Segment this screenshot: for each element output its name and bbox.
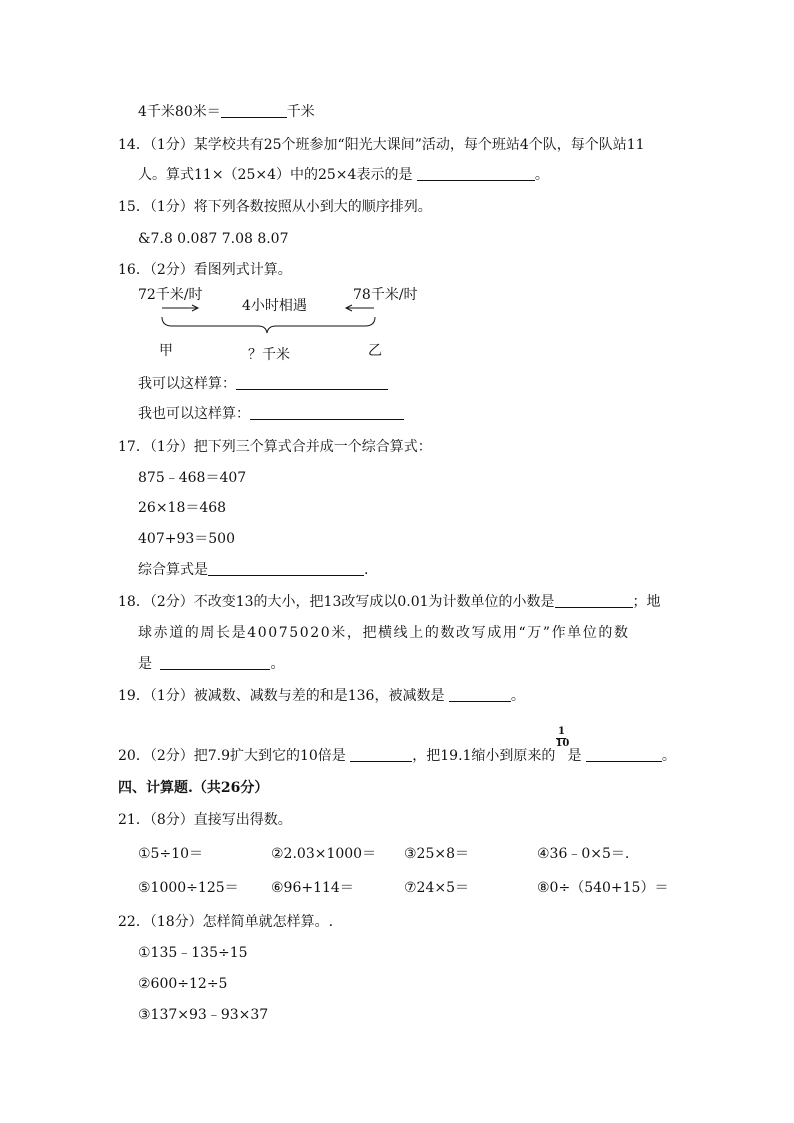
q17-answer <box>138 561 368 579</box>
answer-blank[interactable] <box>221 103 287 118</box>
q20-part3: 是 <box>567 748 582 764</box>
q18-line2: 球赤道的周长是40075020米，把横线上的数改写成用“万”作单位的数 <box>138 625 630 641</box>
q21-item: ①5÷10＝ <box>138 846 204 862</box>
q18-line1-end: ；地 <box>632 594 661 610</box>
q14-end: 。 <box>534 167 549 183</box>
q19 <box>118 687 525 705</box>
left-speed-label: 72千米/时 <box>138 287 203 303</box>
answer-blank[interactable] <box>350 747 412 762</box>
answer-blank[interactable] <box>160 655 270 670</box>
q21-item: ②2.03×1000＝ <box>271 846 377 862</box>
q13-left: 4千米80米＝ <box>138 104 221 120</box>
q16-text: 16．（2分）看图列式计算。 <box>118 262 292 278</box>
q18-line3 <box>138 655 284 673</box>
point-a-label: 甲 <box>159 343 173 359</box>
q17-answer-text: 综合算式是 <box>138 562 208 578</box>
right-speed-label: 78千米/时 <box>353 287 418 303</box>
q13-right: 千米 <box>286 104 315 120</box>
answer-blank[interactable] <box>236 375 388 390</box>
q17-text: 17．（1分）把下列三个算式合并成一个综合算式： <box>118 439 432 455</box>
q21-item: ③25×8＝ <box>404 846 470 862</box>
answer-blank[interactable] <box>586 747 662 762</box>
answer-blank[interactable] <box>250 405 404 420</box>
q18-line1-text: 18．（2分）不改变13的大小，把13改写成以0.01为计数单位的小数是 <box>118 594 555 610</box>
q20-end: 。 <box>661 748 676 764</box>
left-arrow-head <box>192 305 198 311</box>
q17-end: . <box>364 562 369 578</box>
q16-way1-text: 我可以这样算： <box>138 376 236 392</box>
q22-item: ③137×93﹣93×37 <box>138 1007 269 1023</box>
q21-item: ④36﹣0×5＝. <box>537 846 630 862</box>
q15-text: 15．（1分）将下列各数按照从小到大的顺序排列。 <box>118 199 432 215</box>
q17-eq2: 26×18＝468 <box>138 500 227 516</box>
q20-part2: ，把19.1缩小到原来的 <box>412 748 556 764</box>
section-heading: 四、计算题.（共26分） <box>118 780 269 796</box>
q14-line2 <box>138 166 549 184</box>
q20-part1: 20．（2分）把7.9扩大到它的10倍是 <box>118 748 346 764</box>
q21-item: ⑤1000÷125＝ <box>138 880 239 896</box>
q22-text: 22．（18分）怎样简单就怎样算。. <box>118 914 334 930</box>
point-b-label: 乙 <box>368 343 382 359</box>
q15-numbers: &7.8 0.087 7.08 8.07 <box>138 231 289 247</box>
answer-blank[interactable] <box>449 687 511 702</box>
q21-item: ⑧0÷（540+15）＝ <box>537 880 669 896</box>
fraction-numerator: 1 <box>557 726 565 737</box>
right-arrow-head <box>346 305 352 311</box>
q21-text: 21．（8分）直接写出得数。 <box>118 812 292 828</box>
q20 <box>118 726 676 765</box>
q18-line3-text: 是 <box>138 656 152 672</box>
fraction-denominator: 10 <box>555 738 570 749</box>
answer-blank[interactable] <box>417 166 535 181</box>
answer-blank[interactable] <box>208 561 364 576</box>
q14-line1: 14．（1分）某学校共有25个班参加“阳光大课间”活动，每个班站4个队，每个队站11 <box>118 137 645 153</box>
q16-way1 <box>138 375 388 393</box>
q17-eq1: 875﹣468＝407 <box>138 470 247 486</box>
q22-item: ①135﹣135÷15 <box>138 945 248 961</box>
meet-time-label: 4小时相遇 <box>242 298 307 314</box>
q16-way2-text: 我也可以这样算： <box>138 406 250 422</box>
q18-line1 <box>118 593 661 611</box>
q21-item: ⑥96+114＝ <box>271 880 354 896</box>
q21-item: ⑦24×5＝ <box>404 880 470 896</box>
q13-tail <box>138 103 315 121</box>
q19-text: 19．（1分）被减数、减数与差的和是136，被减数是 <box>118 688 445 704</box>
distance-brace <box>162 317 375 333</box>
q14-line2-text: 人。算式11×（25×4）中的25×4表示的是 <box>138 167 413 183</box>
fraction-one-tenth <box>555 726 570 765</box>
answer-blank[interactable] <box>555 593 633 608</box>
q22-item: ②600÷12÷5 <box>138 976 228 992</box>
q16-way2 <box>138 405 404 423</box>
total-distance-label: ？千米 <box>248 347 290 363</box>
q18-end: 。 <box>270 656 285 672</box>
q17-eq3: 407+93＝500 <box>138 531 235 547</box>
q19-end: 。 <box>510 688 525 704</box>
